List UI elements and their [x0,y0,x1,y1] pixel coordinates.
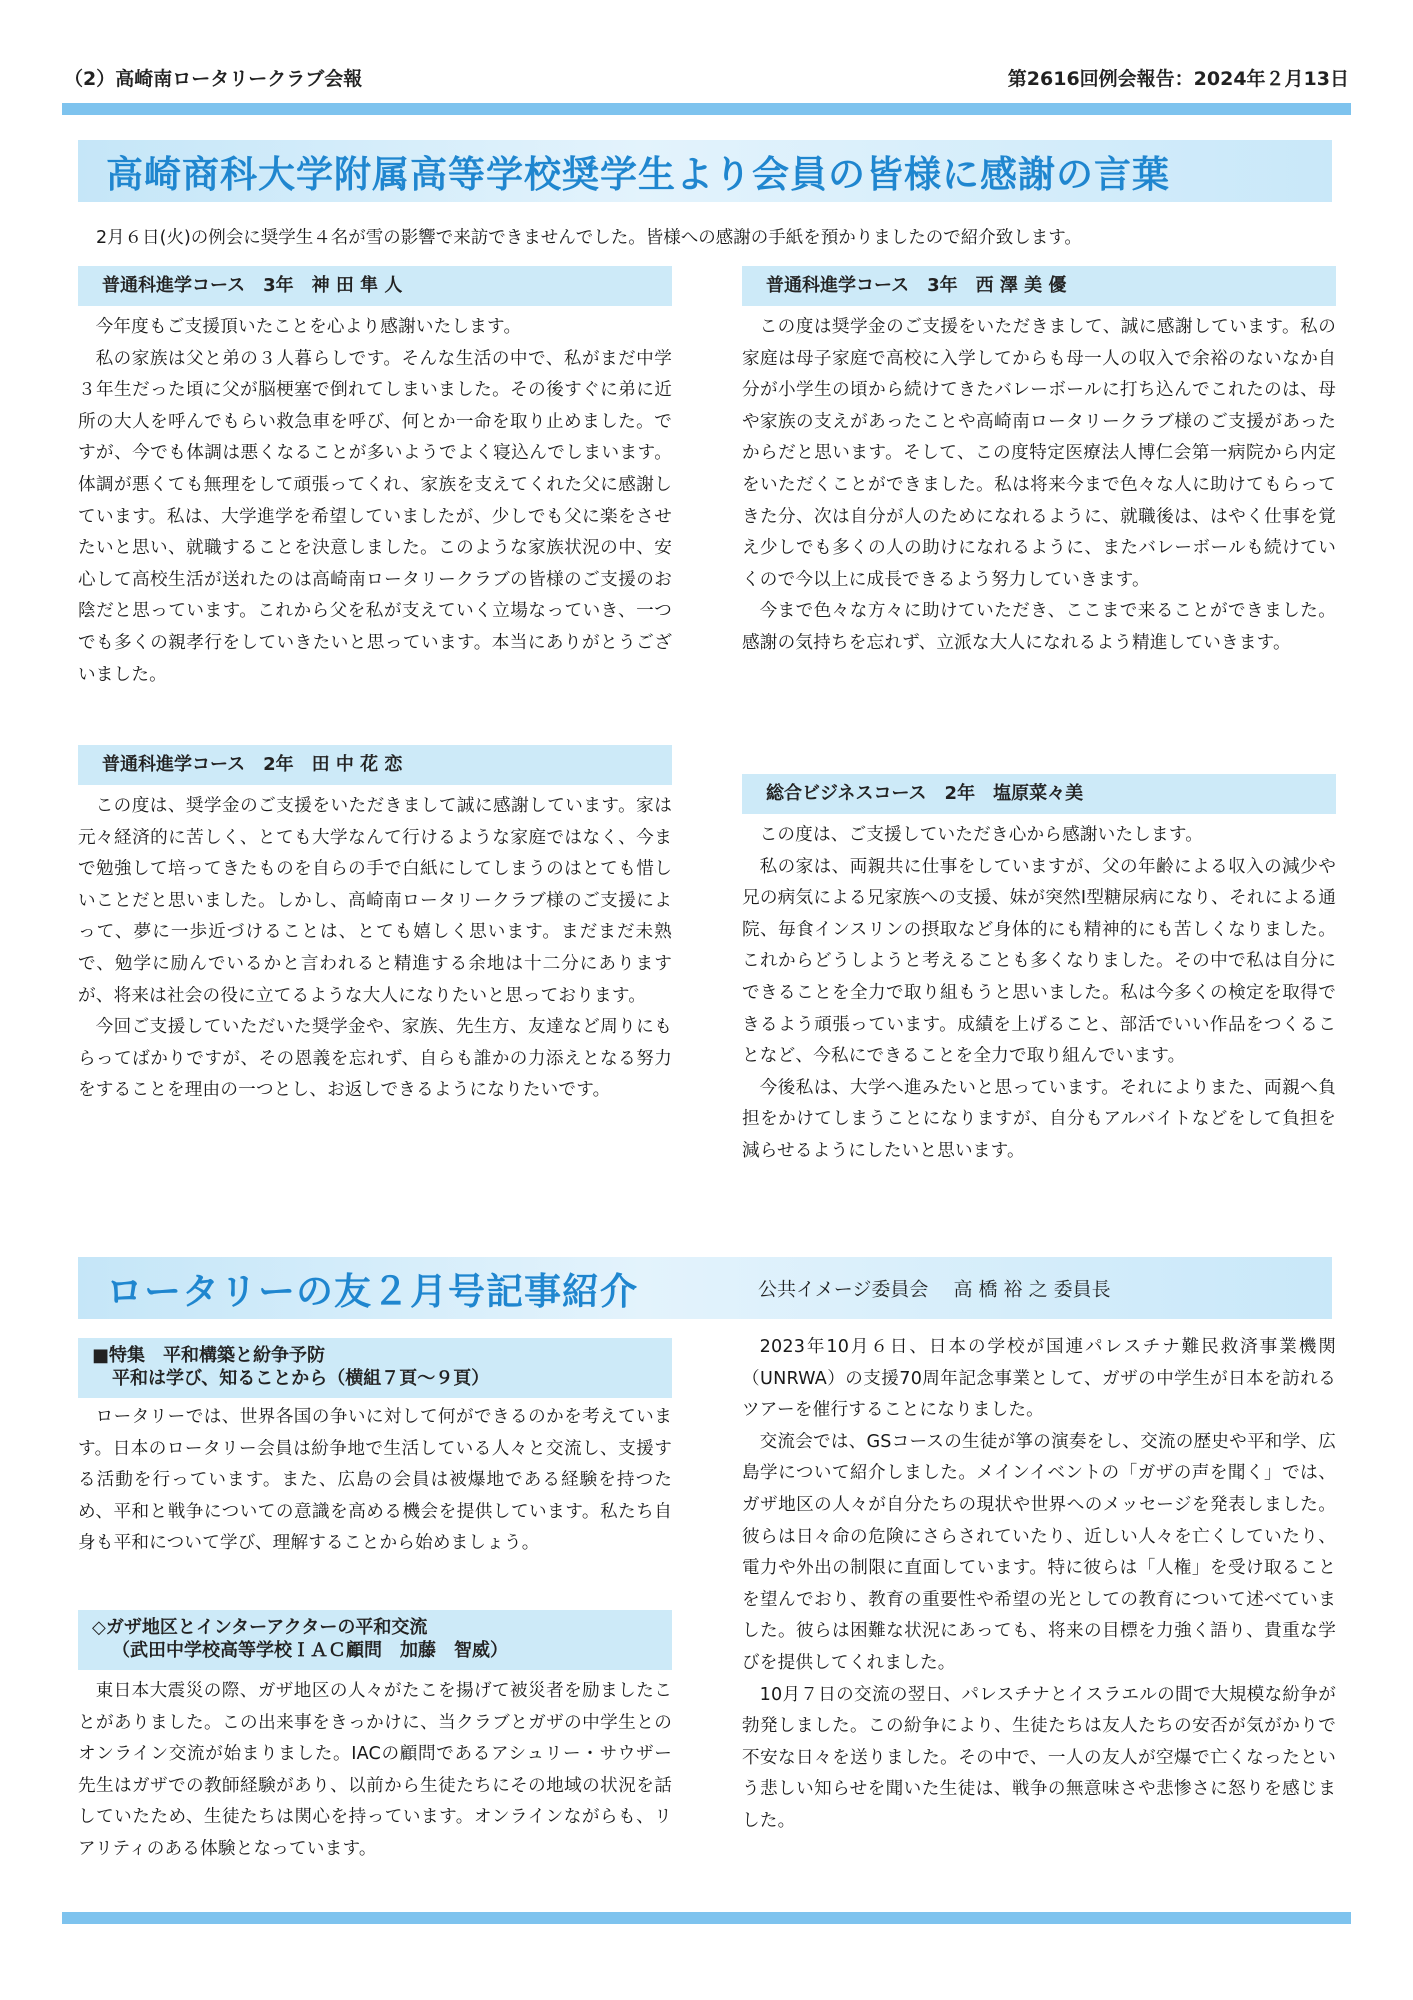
top-divider [62,103,1351,115]
newsletter-title: （2）高崎南ロータリークラブ会報 [64,68,363,90]
bottom-divider [62,1912,1351,1924]
paragraph: 私の家は、両親共に仕事をしていますが、父の年齢による収入の減少や兄の病気による兄家族への支援、妹が突然Ⅰ型糖尿病になり、それによる通院、毎食インスリンの摂取など身体的にも精神的にも苦しくなりました。これからどうしようと考えることも多くなりました。その中で私は自分にできることを全力で取り組もうと思いました。私は今多くの検定を取得できるよう頑張っています。成績を上げること、部活でいい作品をつくることなど、今私にできることを全力で取り組んでいます。 [742,856,1336,1067]
section2-title: ロータリーの友２月号記事紹介 [106,1270,638,1313]
section1-intro: 2月６日(火)の例会に奨学生４名が雪の影響で来訪できませんでした。皆様への感謝の手紙を預かりましたので紹介致します。 [96,228,1082,248]
feature-heading-box [78,1338,672,1398]
paragraph: 2023年10月６日、日本の学校が国連パレスチナ難民救済事業機関（UNRWA）の支援70周年記念事業として、ガザの中学生が日本を訪れるツアーを催行することになりました。 [742,1337,1336,1421]
section1-banner [78,140,1332,202]
gaza-heading-line1: ◇ガザ地区とインターアクターの平和交流 [92,1617,428,1638]
feature-heading-line1: ■特集 平和構築と紛争予防 [92,1345,326,1366]
paragraph: 交流会では、GSコースの生徒が箏の演奏をし、交流の歴史や平和学、広島学について紹介しました。メインイベントの「ガザの声を聞く」では、ガザ地区の人々が自分たちの現状や世界へのメッセージを発表しました。彼らは日々命の危険にさらされていたり、近しい人々を亡くしていたり、電力や外出の制限に直面しています。特に彼らは「人権」を受け取ることを望んでおり、教育の重要性や希望の光としての教育について述べていました。彼らは困難な状況にあっても、将来の目標を力強く語り、貴重な学びを提供してくれました。 [742,1431,1336,1673]
meeting-report-date: 第2616回例会報告：2024年２月13日 [1007,68,1349,90]
gaza-heading-line2: （武田中学校高等学校ＩＡＣ顧問 加藤 智威） [112,1640,508,1661]
paragraph: この度は、ご支援していただき心から感謝いたします。 [759,825,1204,845]
paragraph: 今まで色々な方々に助けていただき、ここまで来ることができました。感謝の気持ちを忘れず、立派な大人になれるよう精進していきます。 [742,601,1336,653]
letter-heading-nishizawa: 普通科進学コース 3年 西 澤 美 優 [742,266,1336,306]
paragraph: 今回ご支援していただいた奨学金や、家族、先生方、友達など周りにもらってばかりですが、その恩義を忘れず、自らも誰かの力添えとなる努力をすることを理由の一つとし、お返しできるようになりたいです。 [78,1017,672,1101]
paragraph: この度は奨学金のご支援をいただきまして、誠に感謝しています。私の家庭は母子家庭で高校に入学してからも母一人の収入で余裕のないなか自分が小学生の頃から続けてきたバレーボールに打ち込んでこれたのは、母や家族の支えがあったことや高崎南ロータリークラブ様のご支援があったからだと思います。そして、この度特定医療法人博仁会第一病院から内定をいただくことができました。私は将来今まで色々な人に助けてもらってきた分、次は自分が人のためになれるように、就職後は、はやく仕事を覚え少しでも多くの人の助けになれるように、またバレーボールも続けていくので今以上に成長できるよう努力していきます。 [742,317,1336,590]
section1-title: 高崎商科大学附属高等学校奨学生より会員の皆様に感謝の言葉 [106,153,1170,196]
letter-body-shiobara [742,820,1336,1168]
section2-author: 公共イメージ委員会 高 橋 裕 之 委員長 [758,1278,1111,1301]
paragraph: 今後私は、大学へ進みたいと思っています。それによりまた、両親へ負担をかけてしまうことになりますが、自分もアルバイトなどをして負担を減らせるようにしたいと思います。 [742,1077,1336,1161]
paragraph: 10月７日の交流の翌日、パレスチナとイスラエルの間で大規模な紛争が勃発しました。この紛争により、生徒たちは友人たちの安否が気がかりで不安な日々を送りました。その中で、一人の友人が空爆で亡くなったという悲しい知らせを聞いた生徒は、戦争の無意味さや悲惨さに怒りを感じました。 [742,1684,1336,1831]
gaza-exchange-body [742,1332,1336,1838]
letter-heading-tanaka: 普通科進学コース 2年 田 中 花 恋 [78,745,672,785]
letter-heading-shiobara: 総合ビジネスコース 2年 塩原菜々美 [742,774,1336,814]
letter-body-nishizawa [742,312,1336,660]
paragraph: 私の家族は父と弟の３人暮らしです。そんな生活の中で、私がまだ中学３年生だった頃に父が脳梗塞で倒れてしまいました。その後すぐに弟に近所の大人を呼んでもらい救急車を呼び、何とか一命を取り止めました。ですが、今でも体調は悪くなることが多いようでよく寝込んでしまいます。体調が悪くても無理をして頑張ってくれ、家族を支えてくれた父に感謝しています。私は、大学進学を希望していましたが、少しでも父に楽をさせたいと思い、就職することを決意しました。このような家族状況の中、安心して高校生活が送れたのは高崎南ロータリークラブの皆様のご支援のお陰だと思っています。これから父を私が支えていく立場なっていき、一つでも多くの親孝行をしていきたいと思っています。本当にありがとうございました。 [78,348,672,685]
paragraph: 東日本大震災の際、ガザ地区の人々がたこを揚げて被災者を励ましたことがありました。この出来事をきっかけに、当クラブとガザの中学生とのオンライン交流が始まりました。IACの顧問であるアシュリー・サウザー先生はガザでの教師経験があり、以前から生徒たちにその地域の状況を話していたため、生徒たちは関心を持っています。オンラインながらも、リアリティのある体験となっています。 [78,1681,672,1859]
feature-body [78,1402,672,1560]
paragraph: 今年度もご支援頂いたことを心より感謝いたします。 [95,317,522,337]
gaza-body [78,1676,672,1866]
gaza-heading-box [78,1610,672,1670]
letter-heading-kanda: 普通科進学コース 3年 神 田 隼 人 [78,266,672,306]
feature-heading-line2: 平和は学び、知ることから（横組７頁～９頁） [112,1368,490,1389]
paragraph: ロータリーでは、世界各国の争いに対して何ができるのかを考えています。日本のロータリー会員は紛争地で生活している人々と交流し、支援する活動を行っています。また、広島の会員は被爆地である経験を持つため、平和と戦争についての意識を高める機会を提供しています。私たち自身も平和について学び、理解することから始めましょう。 [78,1407,672,1554]
letter-body-tanaka [78,791,672,1107]
section2-banner [78,1257,1332,1319]
letter-body-kanda [78,312,672,691]
paragraph: この度は、奨学金のご支援をいただきまして誠に感謝しています。家は元々経済的に苦しく、とても大学なんて行けるような家庭ではなく、今まで勉強して培ってきたものを自らの手で白紙にしてしまうのはとても惜しいことだと思いました。しかし、高崎南ロータリークラブ様のご支援によって、夢に一歩近づけることは、とても嬉しく思います。まだまだ未熟で、勉学に励んでいるかと言われると精進する余地は十二分にありますが、将来は社会の役に立てるような大人になりたいと思っております。 [78,796,672,1006]
